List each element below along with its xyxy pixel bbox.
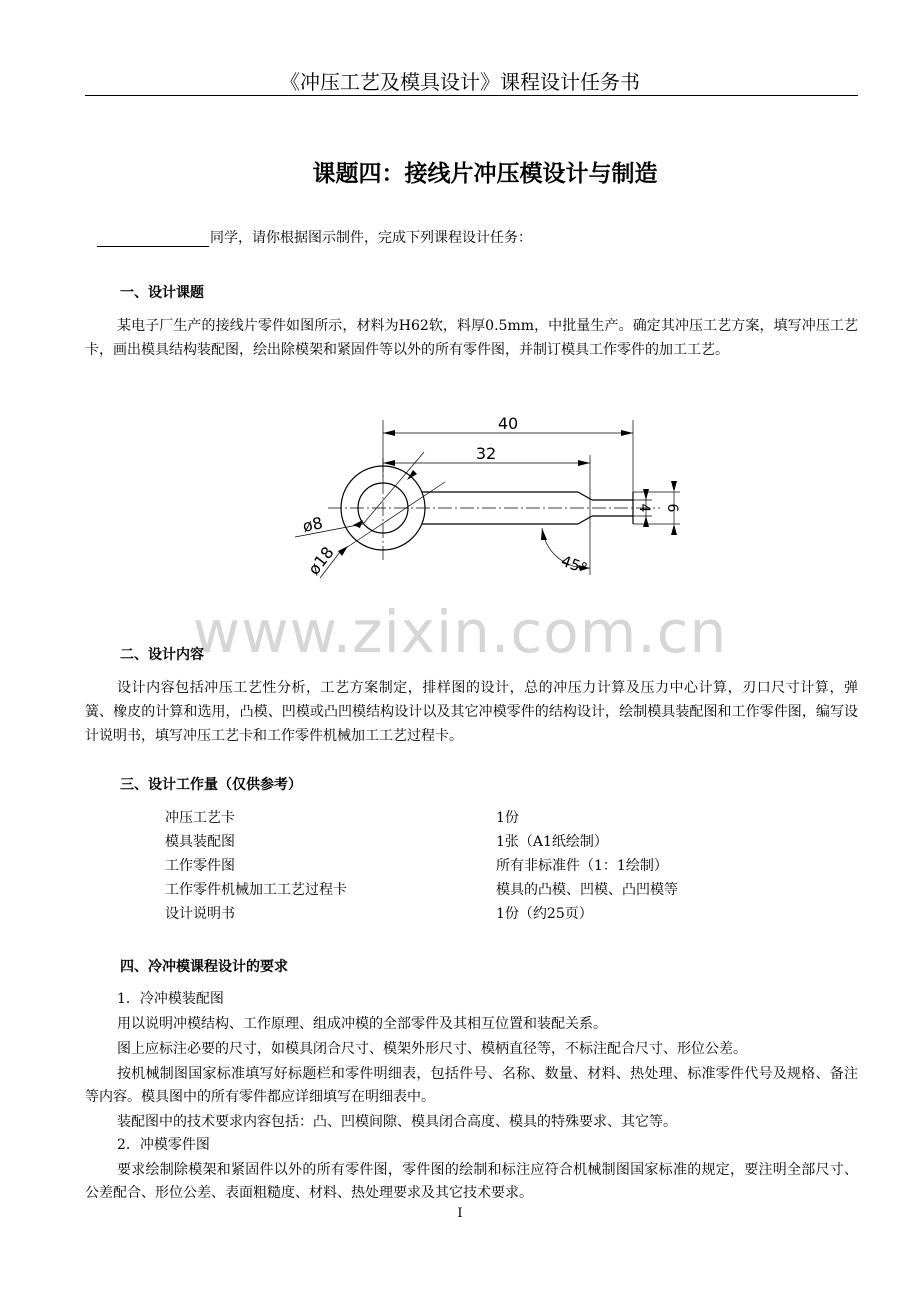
dim-label-40: 40 xyxy=(497,414,519,433)
table-row xyxy=(165,902,678,926)
workload-table xyxy=(165,806,678,926)
dim-label-6: 6 xyxy=(664,503,680,513)
table-row xyxy=(165,830,678,854)
section-4-paragraph: 装配图中的技术要求内容包括：凸、凹模间隙、模具闭合高度、模具的特殊要求、其它等。 xyxy=(117,1114,677,1130)
workload-qty: 1张（A1纸绘制） xyxy=(496,834,608,850)
workload-item: 模具装配图 xyxy=(165,834,235,850)
section-4-paragraph: 按机械制图国家标准填写好标题栏和零件明细表，包括件号、名称、数量、材料、热处理、标准零件代号及规格、备注等内容。模具图中的所有零件都应详细填写在明细表中。 xyxy=(85,1066,858,1105)
workload-qty: 模具的凸模、凹模、凸凹模等 xyxy=(496,882,678,898)
table-row xyxy=(165,854,678,878)
section-4-paragraph: 用以说明冲模结构、工作原理、组成冲模的全部零件及其相互位置和装配关系。 xyxy=(117,1016,607,1032)
dim-label-hole: ø8 xyxy=(300,513,325,536)
dim-label-32: 32 xyxy=(475,444,497,463)
table-row xyxy=(165,806,678,830)
greeting-text: 同学，请你根据图示制件，完成下列课程设计任务： xyxy=(210,230,532,246)
section-1-heading: 一、设计课题 xyxy=(120,285,204,301)
subsection-2-title: 2．冲模零件图 xyxy=(117,1137,210,1153)
page-title: 课题四：接线片冲压模设计与制造 xyxy=(312,161,658,187)
greeting-line xyxy=(97,227,532,247)
watermark-text: www.zixin.com.cn xyxy=(192,598,728,666)
workload-qty: 1份（约25页） xyxy=(496,906,593,922)
header-divider xyxy=(85,95,858,96)
workload-item: 冲压工艺卡 xyxy=(165,810,235,826)
subsection-1-title: 1．冷冲模装配图 xyxy=(117,991,224,1007)
section-2-body: 设计内容包括冲压工艺性分析，工艺方案制定，排样图的设计，总的冲压力计算及压力中心计算，刃口尺寸计算，弹簧、橡皮的计算和选用，凸模、凹模或凸凹模结构设计以及其它冲模零件的结构设计，绘制模具装配图和工作零件图，编写设计说明书，填写冲压工艺卡和工作零件机械加工工艺过程卡。 xyxy=(85,680,858,744)
table-row xyxy=(165,878,678,902)
name-blank xyxy=(97,232,209,247)
workload-qty: 所有非标准件（1：1绘制） xyxy=(496,858,668,874)
part-drawing xyxy=(280,400,700,590)
section-3-heading: 三、设计工作量（仅供参考） xyxy=(120,777,302,793)
dim-label-angle: 45° xyxy=(558,551,590,578)
section-4-paragraph: 图上应标注必要的尺寸，如模具闭合尺寸、模架外形尺寸、模柄直径等，不标注配合尺寸、形位公差。 xyxy=(117,1041,747,1057)
workload-item: 设计说明书 xyxy=(165,906,235,922)
section-4-heading: 四、冷冲模课程设计的要求 xyxy=(120,959,288,975)
page-number: I xyxy=(457,1206,463,1221)
section-4-paragraph: 要求绘制除模架和紧固件以外的所有零件图，零件图的绘制和标注应符合机械制图国家标准的规定，要注明全部尺寸、公差配合、形位公差、表面粗糙度、材料、热处理要求及其它技术要求。 xyxy=(85,1162,858,1201)
document-header-title: 《冲压工艺及模具设计》课程设计任务书 xyxy=(280,70,640,94)
workload-qty: 1份 xyxy=(496,810,519,826)
workload-item: 工作零件机械加工工艺过程卡 xyxy=(165,882,347,898)
workload-item: 工作零件图 xyxy=(165,858,235,874)
section-2-heading: 二、设计内容 xyxy=(120,647,204,663)
dim-label-outer: ø18 xyxy=(304,543,338,579)
section-1-body: 某电子厂生产的接线片零件如图所示，材料为H62软，料厚0.5mm，中批量生产。确定其冲压工艺方案，填写冲压工艺卡，画出模具结构装配图，绘出除模架和紧固件等以外的所有零件图，并制订模具工作零件的加工工艺。 xyxy=(85,318,858,358)
dim-label-4: 4 xyxy=(636,503,652,513)
